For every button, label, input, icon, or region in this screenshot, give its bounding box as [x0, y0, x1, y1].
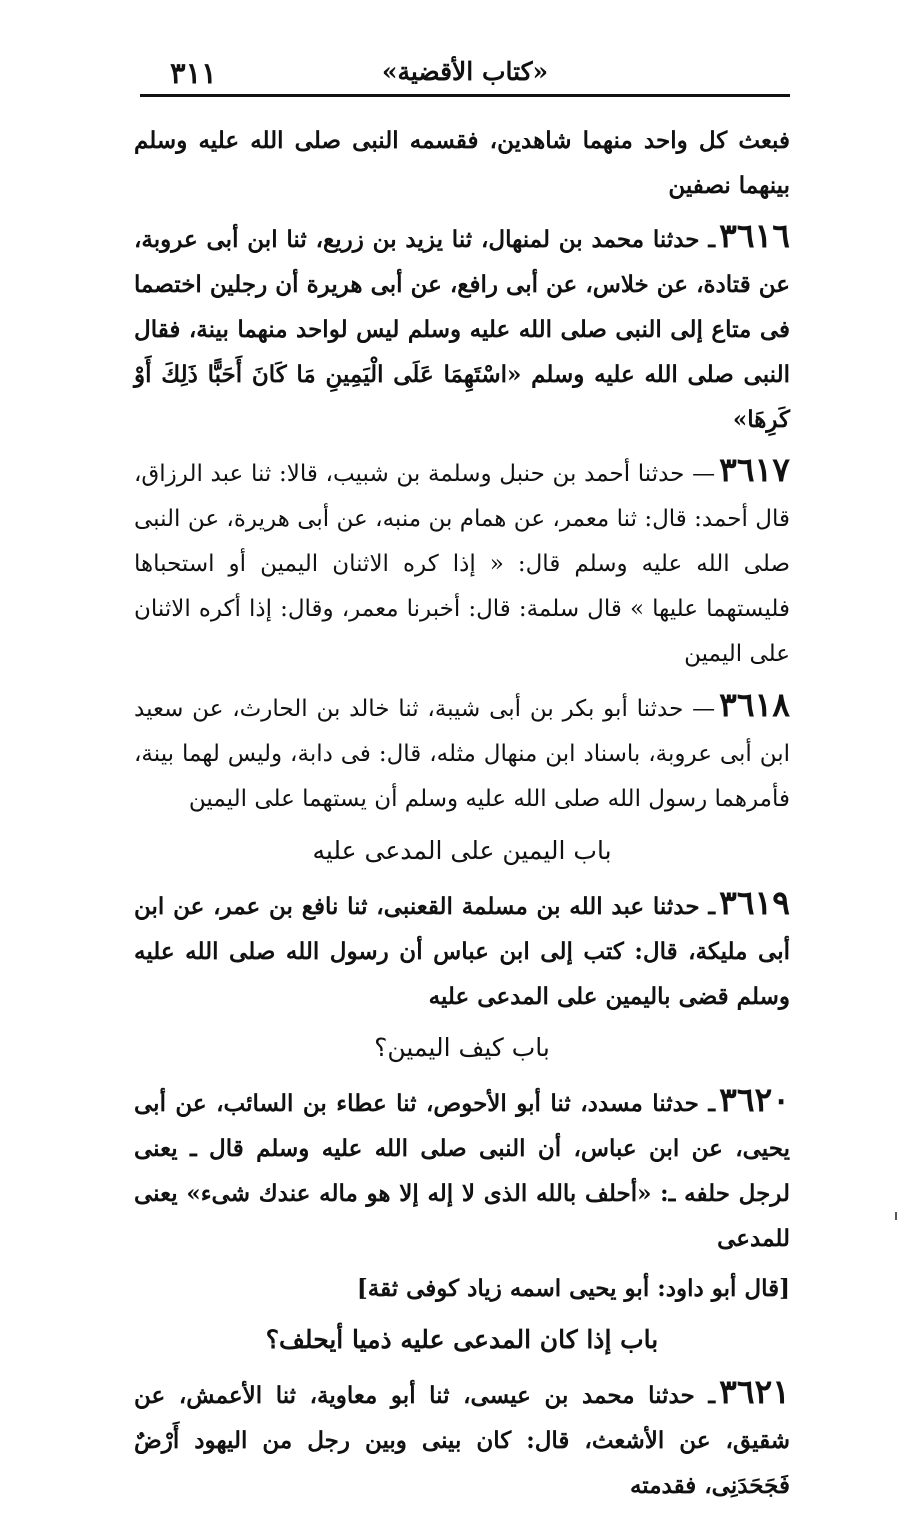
margin-mark	[895, 1212, 897, 1220]
page-number: ٣١١	[170, 56, 217, 90]
hadith-number: ٣٦١٦	[719, 216, 790, 255]
continuation-paragraph: فبعث كل واحد منهما شاهدين، فقسمه النبى صلى الله عليه وسلم بينهما نصفين	[134, 127, 790, 199]
hadith-3619	[134, 880, 790, 1019]
page-header	[140, 48, 790, 92]
hadith-number: ٣٦١٨	[719, 685, 790, 724]
hadith-text: — حدثنا أبو بكر بن أبى شيبة، ثنا خالد بن الحارث، عن سعيد ابن أبى عروبة، باسناد ابن منهال مثله، قال: فى دابة، وليس لهما بينة، فأمرهما رسول الله صلى الله عليه وسلم أن يستهما على اليمين	[134, 696, 790, 812]
hadith-text: ـ حدثنا عبد الله بن مسلمة القعنبى، ثنا نافع بن عمر، عن ابن أبى مليكة، قال: كتب إلى ابن عباس أن رسول الله صلى الله عليه وسلم قضى باليمين على المدعى عليه	[134, 893, 790, 1010]
hadith-3621	[134, 1369, 790, 1508]
header-rule	[140, 94, 790, 97]
hadith-3620	[134, 1077, 790, 1261]
hadith-number: ٣٦١٩	[719, 883, 790, 922]
hadith-3617	[134, 447, 790, 677]
hadith-text: ـ حدثنا محمد بن عيسى، ثنا أبو معاوية، ثنا الأعمش، عن شقيق، عن الأشعث، قال: كان بينى وبين رجل من اليهود أَرْضٌ فَجَحَدَنِى، فقدمته	[134, 1382, 790, 1499]
hadith-3618	[134, 682, 790, 822]
hadith-text: ـ حدثنا مسدد، ثنا أبو الأحوص، ثنا عطاء بن السائب، عن أبى يحيى، عن ابن عباس، أن النبى صلى الله عليه وسلم قال ـ يعنى لرجل حلفه ـ: «أحلف بالله الذى لا إله إلا هو ماله عندك شىء» يعنى للمدعى	[134, 1090, 790, 1252]
hadith-text: ـ حدثنا محمد بن لمنهال، ثنا يزيد بن زريع، ثنا ابن أبى عروبة، عن قتادة، عن خلاس، عن أبى رافع، عن أبى هريرة أن رجلين اختصما فى متاع إلى النبى صلى الله عليه وسلم ليس لواحد منهما بينة، فقال النبى صلى الله عليه وسلم «اسْتَهِمَا عَلَى الْيَمِينِ مَا كَانَ أَحَبًّا ذَلِكَ أَوْ كَرِهَا»	[134, 226, 790, 433]
editor-note: [قال أبو داود: أبو يحيى اسمه زياد كوفى ثقة]	[356, 1275, 790, 1302]
book-title: «كتاب الأقضية»	[381, 57, 549, 86]
hadith-3616	[134, 213, 790, 442]
page-body	[134, 118, 790, 1513]
hadith-number: ٣٦١٧	[719, 450, 790, 489]
hadith-text: — حدثنا أحمد بن حنبل وسلمة بن شبيب، قالا: ثنا عبد الرزاق، قال أحمد: قال: ثنا معمر، عن همام بن منبه، عن أبى هريرة، عن النبى صلى الله عليه وسلم قال: « إذا كره الاثنان اليمين أو استحباها فليستهما عليها » قال سلمة: قال: أخبرنا معمر، وقال: إذا أكره الاثنان على اليمين	[134, 461, 790, 667]
chapter-heading: باب كيف اليمين؟	[374, 1033, 550, 1062]
hadith-number: ٣٦٢١	[719, 1372, 790, 1411]
chapter-heading: باب اليمين على المدعى عليه	[312, 836, 612, 865]
hadith-number: ٣٦٢٠	[719, 1080, 790, 1119]
chapter-heading: باب إذا كان المدعى عليه ذميا أيحلف؟	[265, 1325, 659, 1354]
